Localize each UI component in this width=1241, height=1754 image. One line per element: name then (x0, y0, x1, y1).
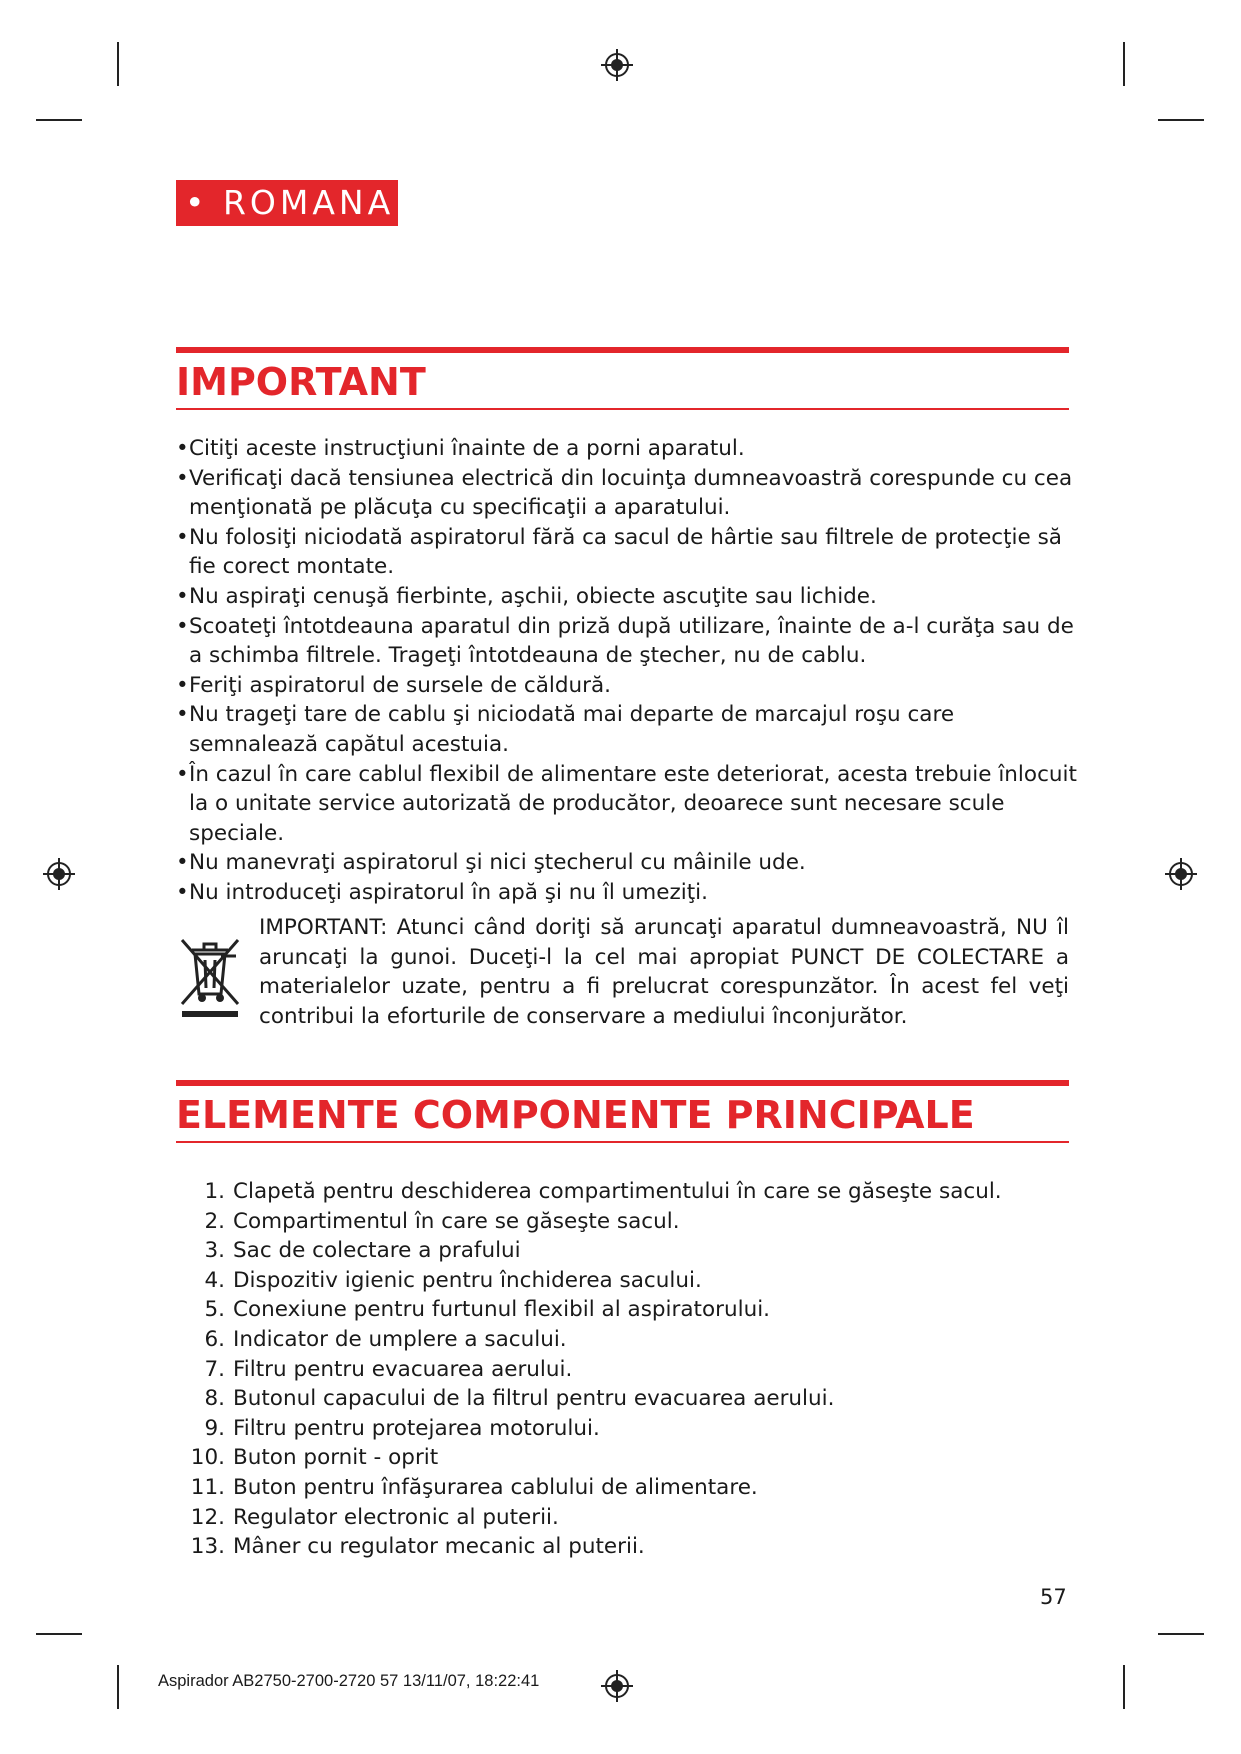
list-item: 7. Filtru pentru evacuarea aerului. (204, 1356, 573, 1382)
crop-mark (36, 1633, 82, 1635)
list-item: 9. Filtru pentru protejarea motorului. (204, 1415, 600, 1441)
components-heading: ELEMENTE COMPONENTE PRINCIPALE (176, 1093, 975, 1137)
page-number: 57 (1040, 1585, 1067, 1609)
section-rule (176, 408, 1069, 410)
important-heading: IMPORTANT (176, 360, 426, 404)
list-item: 1. Clapetă pentru deschiderea compartimentului în care se găseşte sacul. (204, 1179, 1002, 1204)
list-item: • Nu folosiţi niciodată aspiratorul fără ca sacul de hârtie sau filtrele de protecţie să fie corect montate. (176, 523, 1081, 582)
list-item: 2. Compartimentul în care se găseşte sacul. (204, 1208, 680, 1234)
print-info-footer: Aspirador AB2750-2700-2720 57 13/11/07, 18:22:41 (158, 1672, 540, 1690)
list-item: 13. Mâner cu regulator mecanic al puterii. (190, 1534, 645, 1560)
list-item: 6. Indicator de umplere a sacului. (204, 1326, 567, 1352)
list-item: 11. Buton pentru înfăşurarea cablului de alimentare. (190, 1474, 758, 1500)
list-item: • Nu introduceţi aspiratorul în apă şi nu îl umeziţi. (176, 878, 1081, 908)
list-item: 12. Regulator electronic al puterii. (190, 1504, 559, 1530)
registration-mark-icon (1164, 857, 1198, 891)
disposal-note: IMPORTANT: Atunci când doriţi să aruncaţi aparatul dumneavoastră, NU îl aruncaţi la gunoi. Duceţi-l la cel mai apropiat PUNCT DE COLECTARE a materialelor uzate, pentru a fi prelucrat corespunzător. În acest fel veţi contribui la eforturile de conservare a mediului înconjurător. (259, 915, 1069, 1029)
crop-mark (117, 1665, 119, 1709)
list-item: 4. Dispozitiv igienic pentru închiderea sacului. (204, 1267, 702, 1293)
list-item: • În cazul în care cablul flexibil de alimentare este deteriorat, acesta trebuie înlocuit la o unitate service autorizată de producător, deoarece sunt necesare scule speciale. (176, 760, 1081, 849)
weee-disposal-icon (178, 932, 242, 1018)
important-list (176, 434, 1081, 908)
crop-mark (36, 119, 82, 121)
crop-mark (1158, 1633, 1204, 1635)
list-item: 5. Conexiune pentru furtunul flexibil al aspiratorului. (204, 1297, 771, 1323)
list-item: • Nu aspiraţi cenuşă fierbinte, aşchii, obiecte ascuţite sau lichide. (176, 582, 1081, 612)
components-list (176, 1177, 1056, 1562)
list-item: • Nu trageţi tare de cablu şi niciodată mai departe de marcajul roşu care semnalează capătul acestuia. (176, 700, 1081, 759)
section-rule (176, 1141, 1069, 1143)
list-item: 3. Sac de colectare a prafului (204, 1238, 521, 1264)
crop-mark (1158, 119, 1204, 121)
section-rule (176, 347, 1069, 353)
crop-mark (1123, 42, 1125, 86)
registration-mark-icon (42, 857, 76, 891)
list-item: • Scoateţi întotdeauna aparatul din priză după utilizare, înainte de a-l curăţa sau de a schimba filtrele. Trageţi întotdeauna de ştecher, nu de cablu. (176, 612, 1081, 671)
registration-mark-icon (600, 1669, 634, 1703)
list-item: • Nu manevraţi aspiratorul şi nici ştecherul cu mâinile ude. (176, 848, 1081, 878)
list-item: • Verificaţi dacă tensiunea electrică din locuinţa dumneavoastră corespunde cu cea menţionată pe plăcuţa cu specificaţii a aparatului. (176, 464, 1081, 523)
list-item: 8. Butonul capacului de la filtrul pentru evacuarea aerului. (204, 1386, 835, 1412)
list-item: • Feriţi aspiratorul de sursele de căldură. (176, 671, 1081, 701)
crop-mark (1123, 1665, 1125, 1709)
crop-mark (117, 42, 119, 86)
list-item: 10. Buton pornit - oprit (190, 1445, 439, 1471)
language-tag: • ROMANA (176, 180, 398, 226)
section-rule (176, 1080, 1069, 1086)
registration-mark-icon (600, 48, 634, 82)
list-item: • Citiţi aceste instrucţiuni înainte de a porni aparatul. (176, 434, 1081, 464)
